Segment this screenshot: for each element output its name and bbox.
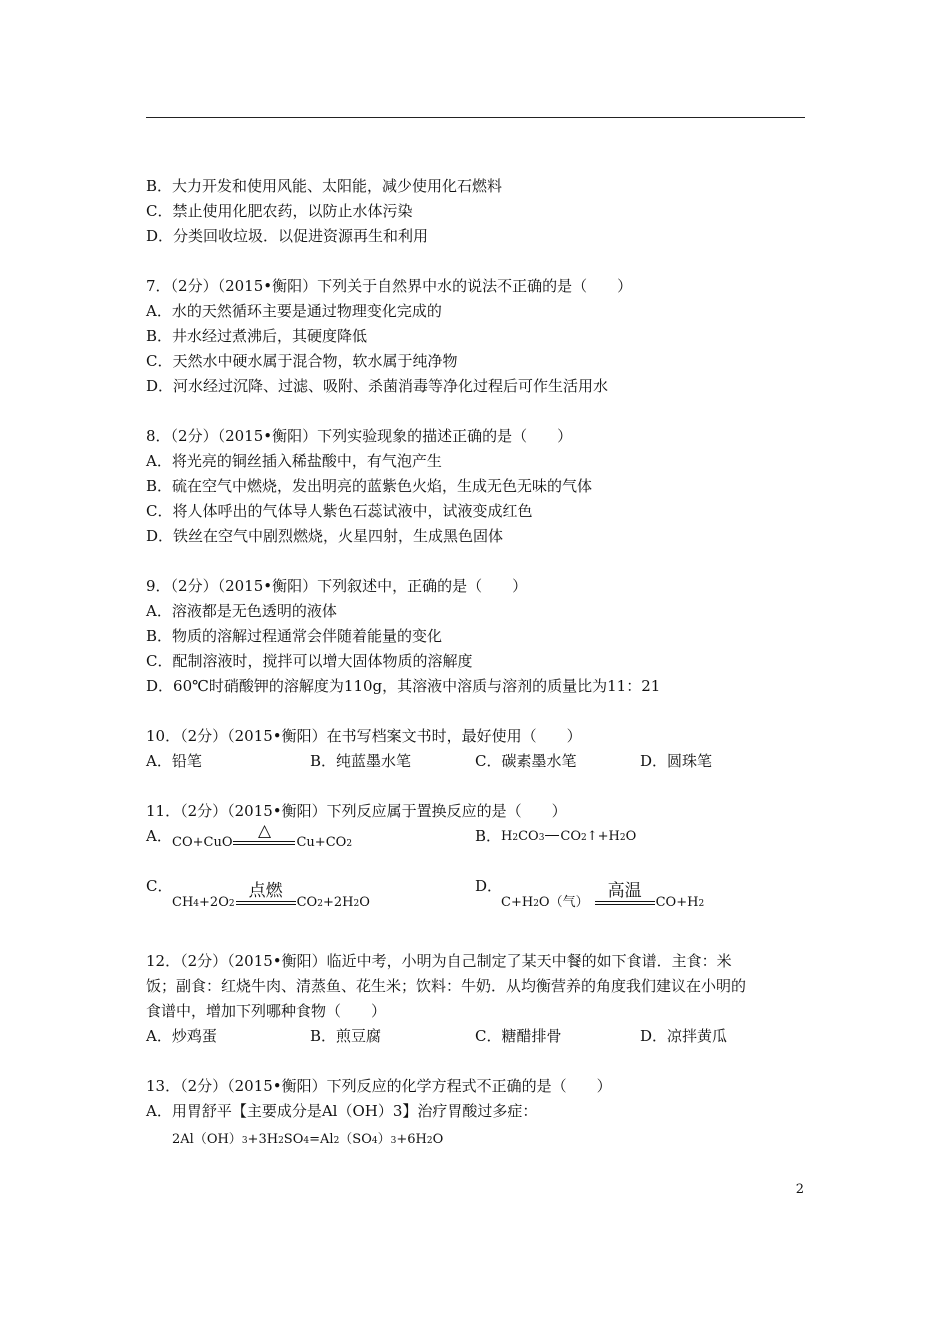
q8-option-c: C．将人体呼出的气体导人紫色石蕊试液中，试液变成红色	[146, 502, 533, 520]
subscript: 3	[390, 1136, 397, 1146]
q11-option-b-equation	[501, 829, 636, 844]
q13-stem: 13．（2分）（2015•衡阳）下列反应的化学方程式不正确的是（ ）	[146, 1077, 612, 1095]
formula-part: O	[359, 895, 370, 910]
q10-option-d: D．圆珠笔	[640, 752, 713, 770]
q8-option-b: B．硫在空气中燃烧，发出明亮的蓝紫色火焰，生成无色无味的气体	[146, 477, 593, 495]
subscript: 2	[619, 833, 626, 843]
q13-option-a-equation	[172, 1128, 443, 1147]
q9-stem: 9．（2分）（2015•衡阳）下列叙述中，正确的是（ ）	[146, 577, 528, 595]
q11-option-a-equation	[172, 821, 353, 850]
subscript: 4	[303, 1136, 310, 1146]
q10-option-a: A．铅笔	[146, 752, 202, 770]
subscript: 2	[353, 899, 360, 909]
subscript: 2	[698, 899, 705, 909]
q12-option-b: B．煎豆腐	[310, 1027, 382, 1045]
formula-part: CO	[518, 829, 539, 844]
subscript: 2	[278, 1136, 284, 1146]
subscript: 2	[333, 1136, 340, 1146]
subscript: 2	[346, 839, 353, 849]
formula-part: CO	[296, 895, 318, 910]
equals-bar	[236, 901, 296, 905]
high-temperature-label: 高温	[607, 881, 642, 901]
formula-part: CO	[560, 829, 582, 844]
q11-stem: 11．（2分）（2015•衡阳）下列反应属于置换反应的是（ ）	[146, 802, 567, 820]
subscript: 2	[426, 1136, 433, 1146]
page-number: 2	[795, 1182, 804, 1197]
q10-option-c: C．碳素墨水笔	[475, 752, 577, 770]
q12-stem-line-1: 12．（2分）（2015•衡阳）临近中考，小明为自己制定了某天中餐的如下食谱．主食：米	[146, 952, 732, 970]
formula-part: +2H	[322, 895, 354, 910]
formula-part: ）	[377, 1132, 391, 1147]
formula-part: O	[625, 829, 637, 844]
q11-a-condition	[233, 821, 295, 846]
formula-part: ↑+H	[586, 829, 620, 844]
q12-stem-line-3: 食谱中，增加下列哪种食物（ ）	[146, 1002, 387, 1020]
q11-option-a-label: A．	[146, 827, 172, 845]
q8-stem: 8．（2分）（2015•衡阳）下列实验现象的描述正确的是（ ）	[146, 427, 573, 445]
q8-option-a: A．将光亮的铜丝插入稀盐酸中，有气泡产生	[146, 452, 442, 470]
q11-option-c-label: C．	[146, 877, 173, 895]
q11-option-b-label: B．	[475, 827, 502, 845]
q10-stem: 10．（2分）（2015•衡阳）在书写档案文书时，最好使用（ ）	[146, 727, 582, 745]
q12-stem-line-2: 饭；副食：红烧牛肉、清蒸鱼、花生米；饮料：牛奶．从均衡营养的角度我们建议在小明的	[146, 977, 747, 995]
formula-part: O	[432, 1132, 444, 1147]
subscript: 2	[317, 899, 323, 909]
formula-part: CO+H	[655, 895, 699, 910]
subscript: 4	[193, 899, 200, 909]
q7-option-a: A．水的天然循环主要是通过物理变化完成的	[146, 302, 442, 320]
q9-option-b: B．物质的溶解过程通常会伴随着能量的变化	[146, 627, 443, 645]
q12-option-a: A．炒鸡蛋	[146, 1027, 217, 1045]
q11-a-reactants: CO+CuO	[172, 835, 233, 850]
q6-option-d: D．分类回收垃圾．以促进资源再生和利用	[146, 227, 429, 245]
q9-option-d: D．60℃时硝酸钾的溶解度为110g，其溶液中溶质与溶剂的质量比为11：21	[146, 677, 661, 695]
q7-option-c: C．天然水中硬水属于混合物，软水属于纯净物	[146, 352, 458, 370]
q7-option-b: B．井水经过煮沸后，其硬度降低	[146, 327, 368, 345]
q11-a-products: Cu+CO	[296, 835, 347, 850]
formula-part: +3H	[247, 1132, 279, 1147]
formula-part: C+H	[501, 895, 534, 910]
q6-option-c: C．禁止使用化肥农药，以防止水体污染	[146, 202, 413, 220]
subscript: 3	[538, 833, 545, 843]
q10-option-b: B．纯蓝墨水笔	[310, 752, 412, 770]
heat-symbol: △	[257, 821, 272, 841]
q7-stem: 7．（2分）（2015•衡阳）下列关于自然界中水的说法不正确的是（ ）	[146, 277, 633, 295]
formula-part: H	[501, 829, 513, 844]
equals-bar	[233, 841, 295, 845]
subscript: 2	[533, 899, 539, 909]
q11-option-d-label: D．	[475, 877, 503, 895]
q9-option-a: A．溶液都是无色透明的液体	[146, 602, 337, 620]
formula-part: 2Al（OH）	[172, 1132, 242, 1147]
subscript: 2	[581, 833, 587, 843]
q11-option-c-equation	[172, 881, 370, 910]
ignition-label: 点燃	[248, 881, 283, 901]
q9-option-c: C．配制溶液时，搅拌可以增大固体物质的溶解度	[146, 652, 473, 670]
q8-option-d: D．铁丝在空气中剧烈燃烧，火星四射，生成黑色固体	[146, 527, 504, 545]
subscript: 2	[228, 899, 235, 909]
formula-part: +2O	[199, 895, 229, 910]
q11-d-condition	[595, 881, 655, 906]
formula-part: +6H	[396, 1132, 427, 1147]
q11-c-condition	[236, 881, 296, 906]
subscript: 3	[241, 1136, 248, 1146]
formula-part: CH	[172, 895, 194, 910]
subscript: 4	[371, 1136, 378, 1146]
header-rule	[146, 117, 805, 118]
formula-part: O（气）	[538, 895, 589, 910]
formula-part: =Al	[309, 1132, 334, 1147]
equals-bar	[595, 901, 655, 905]
reaction-dash	[545, 835, 559, 836]
formula-part: （SO	[339, 1132, 372, 1147]
q12-option-c: C．糖醋排骨	[475, 1027, 562, 1045]
subscript: 2	[512, 833, 519, 843]
q7-option-d: D．河水经过沉降、过滤、吸附、杀菌消毒等净化过程后可作生活用水	[146, 377, 609, 395]
q12-option-d: D．凉拌黄瓜	[640, 1027, 728, 1045]
q13-option-a: A．用胃舒平【主要成分是Al（OH）3】治疗胃酸过多症：	[146, 1102, 538, 1120]
formula-part: SO	[283, 1132, 304, 1147]
q6-option-b: B．大力开发和使用风能、太阳能，减少使用化石燃料	[146, 177, 503, 195]
q11-option-d-equation	[501, 881, 705, 910]
